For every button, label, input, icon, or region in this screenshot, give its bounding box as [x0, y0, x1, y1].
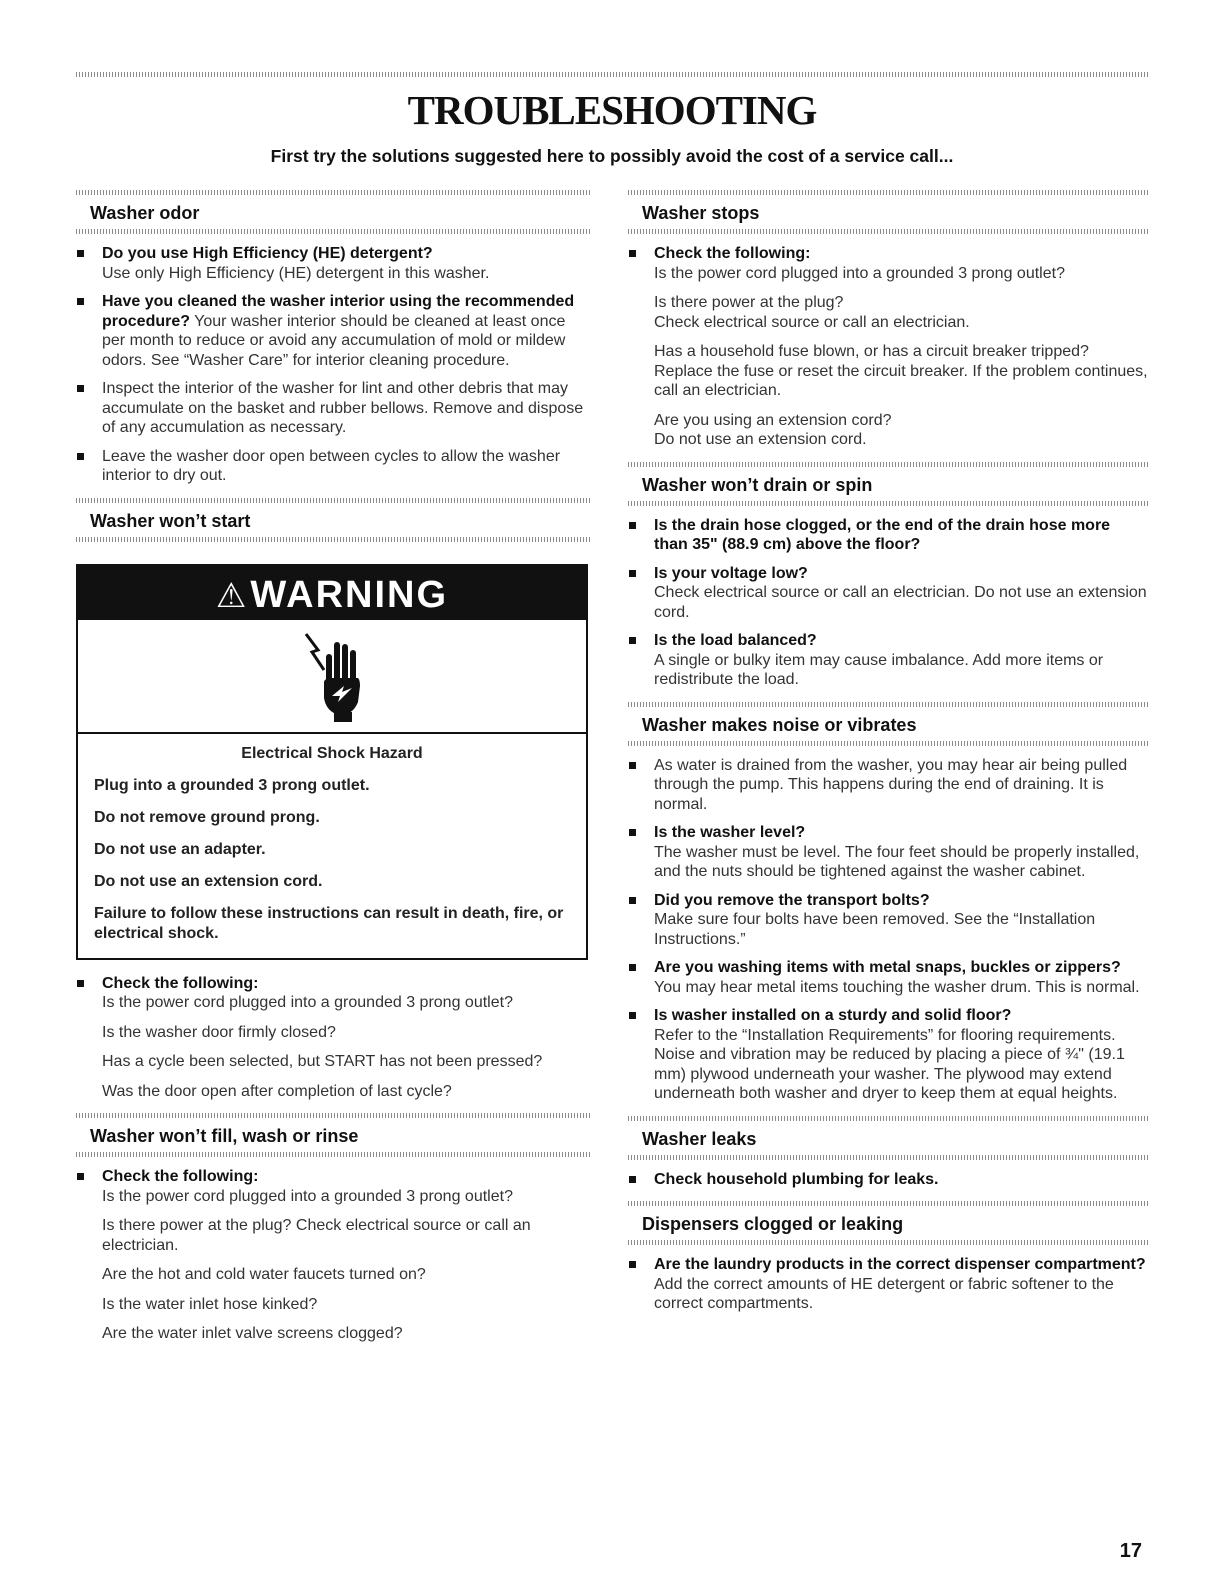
question: Check the following:	[102, 1168, 259, 1185]
list-item	[628, 631, 1148, 690]
leaks-items	[628, 1170, 1148, 1190]
section-title: Washer won’t start	[90, 510, 251, 531]
list-item	[628, 1170, 1148, 1190]
list-item	[628, 1255, 1148, 1314]
warning-line: Do not use an extension cord.	[94, 872, 323, 890]
section-rule	[628, 190, 1148, 195]
warning-body	[78, 734, 586, 958]
section-washer-wont-start	[76, 498, 592, 1102]
answer: Use only High Efficiency (HE) detergent in this washer.	[102, 264, 490, 282]
section-title: Washer makes noise or vibrates	[642, 714, 917, 735]
noise-items	[628, 756, 1148, 1104]
question: Have you cleaned the washer interior using the recommended procedure?	[102, 293, 575, 330]
section-title: Washer won’t drain or spin	[642, 474, 873, 495]
warning-line: Failure to follow these instructions can result in death, fire, or electrical shock.	[94, 904, 564, 942]
section-rule	[76, 190, 592, 195]
list-item	[628, 823, 1148, 882]
warning-triangle-icon: ⚠	[215, 576, 249, 615]
page-number: 17	[1119, 1540, 1142, 1562]
list-item	[76, 292, 592, 370]
warning-line: Plug into a grounded 3 prong outlet.	[94, 776, 370, 794]
question: Check the following:	[654, 245, 811, 262]
list-item	[628, 1006, 1148, 1104]
dispensers-items	[628, 1255, 1148, 1314]
answer: Inspect the interior of the washer for lint and other debris that may accumulate on the basket and rubber bellows. Remove and dispose of any accumulation as necessary.	[102, 380, 584, 436]
top-rule	[76, 72, 1148, 77]
shock-hand-icon	[304, 630, 368, 722]
wont-fill-items	[76, 1167, 592, 1344]
question: Is washer installed on a sturdy and solid floor?	[654, 1007, 1012, 1024]
left-column	[76, 190, 592, 1356]
answer: You may hear metal items touching the washer drum. This is normal.	[654, 978, 1140, 996]
question: Are you washing items with metal snaps, buckles or zippers?	[654, 959, 1121, 976]
section-rule	[76, 1113, 592, 1118]
list-item	[628, 564, 1148, 623]
list-item	[628, 244, 1148, 450]
hazard-title: Electrical Shock Hazard	[241, 744, 423, 762]
section-rule	[628, 702, 1148, 707]
section-title: Washer stops	[642, 203, 760, 223]
page-subtitle: First try the solutions suggested here to possibly avoid the cost of a service call...	[270, 146, 954, 166]
question: Is the drain hose clogged, or the end of the drain hose more than 35" (88.9 cm) above the floor?	[654, 516, 1111, 553]
answer: As water is drained from the washer, you may hear air being pulled through the pump. This happens during the end of draining. It is normal.	[654, 756, 1128, 813]
question: Did you remove the transport bolts?	[654, 891, 930, 909]
section-rule	[76, 498, 592, 503]
warning-line: Do not use an adapter.	[94, 840, 266, 858]
section-title: Washer leaks	[642, 1128, 757, 1149]
answer: Is the washer door firmly closed?	[102, 1023, 336, 1041]
answer: Is there power at the plug? Check electrical source or call an electrician.	[102, 1217, 531, 1254]
answer: Leave the washer door open between cycles to allow the washer interior to dry out.	[102, 447, 561, 484]
list-item	[76, 974, 592, 1102]
section-rule	[628, 229, 1148, 234]
section-rule	[76, 537, 592, 542]
section-rule	[628, 1201, 1148, 1206]
warning-line: Do not remove ground prong.	[94, 808, 320, 826]
section-washer-wont-fill	[76, 1113, 592, 1344]
list-item	[628, 891, 1148, 950]
list-item	[628, 958, 1148, 997]
question: Check the following:	[102, 974, 259, 992]
warning-label: WARNING	[250, 573, 449, 616]
list-item	[76, 447, 592, 486]
section-rule	[76, 1152, 592, 1157]
section-rule	[628, 1155, 1148, 1160]
answer: Is the power cord plugged into a grounded 3 prong outlet?	[102, 1187, 513, 1205]
stops-items	[628, 244, 1148, 450]
wont-start-items	[76, 974, 592, 1102]
warning-box	[76, 564, 588, 960]
question: Do you use High Efficiency (HE) detergent?	[102, 245, 433, 262]
answer: Has a household fuse blown, or has a circuit breaker tripped? Replace the fuse or reset the circuit breaker. If the problem continues, call an electrician.	[654, 343, 1148, 399]
answer: Is there power at the plug? Check electrical source or call an electrician.	[654, 294, 970, 331]
odor-items	[76, 244, 592, 486]
list-item	[76, 244, 592, 283]
question: Is the washer level?	[654, 824, 806, 841]
answer: Your washer interior should be cleaned at least once per month to reduce or avoid any accumulation of mold or mildew odors. See “Washer Care” for interior cleaning procedure.	[102, 312, 566, 369]
list-item	[76, 1167, 592, 1344]
section-title: Washer won’t fill, wash or rinse	[90, 1126, 359, 1146]
question: Check household plumbing for leaks.	[654, 1170, 939, 1188]
section-washer-stops	[628, 190, 1148, 450]
answer: Is the water inlet hose kinked?	[102, 1295, 318, 1313]
answer: Refer to the “Installation Requirements” for flooring requirements. Noise and vibration may be reduced by placing a piece of ¾" (19.1 mm) plywood underneath your washer. The plywood may extend underneath both washer and dryer to keep them at equal heights.	[654, 1026, 1125, 1102]
section-rule	[628, 741, 1148, 746]
question: Is the load balanced?	[654, 632, 817, 649]
answer: Is the power cord plugged into a grounded 3 prong outlet?	[654, 264, 1065, 282]
section-rule	[76, 229, 592, 234]
electric-shock-icon	[78, 620, 586, 734]
section-washer-odor	[76, 190, 592, 486]
question: Are the laundry products in the correct dispenser compartment?	[654, 1256, 1146, 1273]
answer: A single or bulky item may cause imbalance. Add more items or redistribute the load.	[654, 651, 1104, 688]
answer: The washer must be level. The four feet should be properly installed, and the nuts should be tightened against the washer cabinet.	[654, 843, 1140, 880]
warning-header	[78, 566, 586, 620]
section-washer-wont-drain	[628, 462, 1148, 690]
answer: Are the water inlet valve screens clogged?	[102, 1325, 403, 1342]
answer: Has a cycle been selected, but START has not been pressed?	[102, 1053, 543, 1070]
answer: Was the door open after completion of last cycle?	[102, 1082, 452, 1100]
section-dispensers	[628, 1201, 1148, 1314]
section-title: Dispensers clogged or leaking	[642, 1214, 904, 1234]
section-rule	[628, 462, 1148, 467]
answer: Check electrical source or call an electrician. Do not use an extension cord.	[654, 584, 1147, 621]
section-rule	[628, 501, 1148, 506]
answer: Add the correct amounts of HE detergent or fabric softener to the correct compartments.	[654, 1275, 1114, 1312]
page-title: TROUBLESHOOTING	[407, 87, 817, 133]
list-item	[628, 516, 1148, 555]
section-washer-noise	[628, 702, 1148, 1104]
answer: Are you using an extension cord? Do not use an extension cord.	[654, 411, 892, 448]
section-washer-leaks	[628, 1116, 1148, 1190]
section-rule	[628, 1116, 1148, 1121]
section-title: Washer odor	[90, 203, 200, 223]
wont-drain-items	[628, 516, 1148, 690]
right-column	[628, 190, 1148, 1326]
section-rule	[628, 1240, 1148, 1245]
answer: Are the hot and cold water faucets turned on?	[102, 1266, 426, 1283]
answer: Make sure four bolts have been removed. See the “Installation Instructions.”	[654, 911, 1096, 948]
list-item	[628, 756, 1148, 815]
question: Is your voltage low?	[654, 564, 808, 582]
list-item	[76, 379, 592, 438]
answer: Is the power cord plugged into a grounded 3 prong outlet?	[102, 994, 513, 1011]
